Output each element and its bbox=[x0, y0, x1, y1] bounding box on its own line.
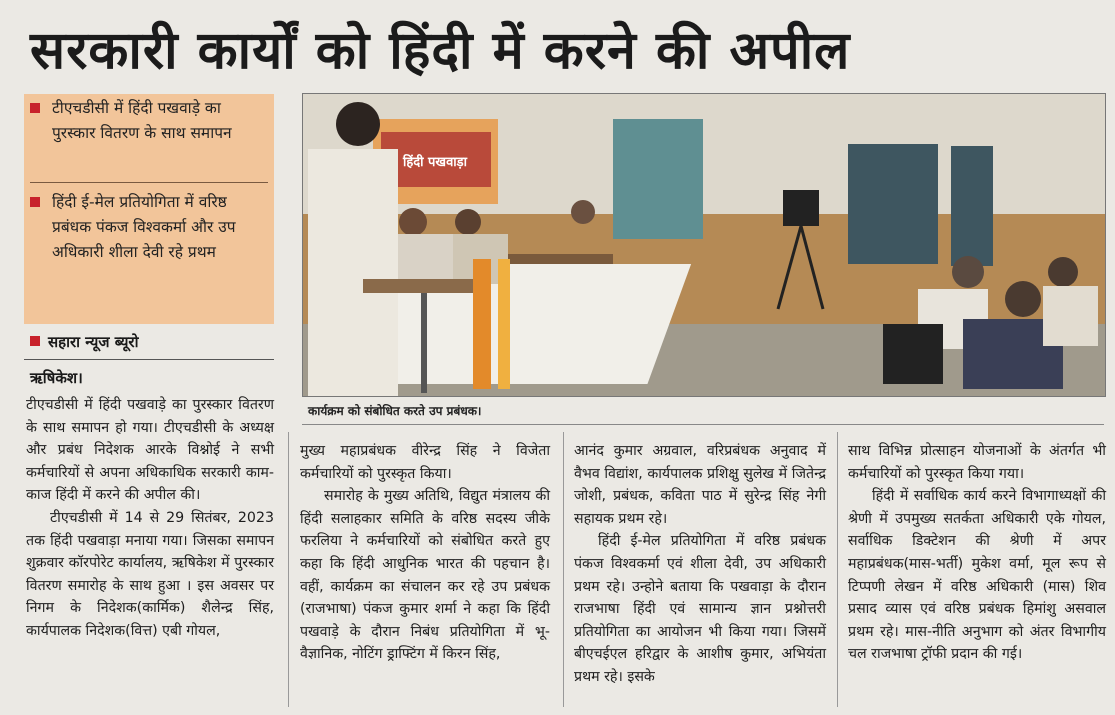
paragraph: टीएचडीसी में 14 से 29 सितंबर, 2023 तक हिंदी पखवाड़ा मनाया गया। जिसका समापन शुक्रवार कॉरपोरेट कार्यालय, ऋषिकेश में पुरस्कार वितरण समारोह के साथ हुआ । इस अवसर पर निगम के निदेशक(कार्मिक) शैलेन्द्र सिंह, कार्यपालक निदेशक(वित्त) एबी गोयल, bbox=[26, 509, 274, 639]
column-divider bbox=[563, 432, 564, 707]
paragraph: समारोह के मुख्य अतिथि, विद्युत मंत्रालय की हिंदी सलाहकार समिति के वरिष्ठ सदस्य जीके फरलिया ने कर्मचारियों को संबोधित करते हुए कहा कि हिंदी आधुनिक भारत की पहचान है। वहीं, कार्यक्रम का संचालन कर रहे उप प्रबंधक (राजभाषा) पंकज कुमार शर्मा ने कहा कि हिंदी पखवाड़े के दौरान निबंध प्रतियोगिता में भू-वैज्ञानिक, नोटिंग ड्राफ्टिंग में किरन सिंह, bbox=[300, 488, 550, 663]
highlight-text: हिंदी ई-मेल प्रतियोगिता में वरिष्ठ प्रबंधक पंकज विश्वकर्मा और उप अधिकारी शीला देवी रहे प्रथम bbox=[52, 193, 236, 261]
red-square-bullet-icon bbox=[30, 103, 40, 113]
banner-text: हिंदी पखवाड़ा bbox=[402, 155, 468, 170]
article-column-3 bbox=[574, 440, 826, 689]
caption-divider bbox=[302, 424, 1104, 425]
event-photo-illustration bbox=[303, 94, 1105, 396]
paragraph: हिंदी में सर्वाधिक कार्य करने विभागाध्यक्षों की श्रेणी में उपमुख्य सतर्कता अधिकारी एके गोयल, सर्वाधिक डिक्टेशन की श्रेणी में अपर महाप्रबंधक(मास-भर्ती) मुकेश वर्मा, मूल रूप से टिप्पणी लेखन में वरिष्ठ अधिकारी (मास) शिव प्रसाद व्यास एवं वरिष्ठ प्रबंधक हिमांशु असवाल प्रथम रहे। मास-नीति अनुभाग को अंतर विभागीय चल राजभाषा ट्रॉफी प्रदान की गई। bbox=[848, 488, 1106, 663]
event-photo bbox=[302, 93, 1106, 397]
paragraph: हिंदी ई-मेल प्रतियोगिता में वरिष्ठ प्रबंधक पंकज विश्वकर्मा एवं शीला देवी, उप अधिकारी प्रथम रहे। उन्होने बताया कि पखवाड़ा के दौरान राजभाषा हिंदी एवं सामान्य ज्ञान प्रश्नोत्तरी प्रतियोगिता का आयोजन भी किया गया। जिसमें बीएचईएल हरिद्वार के आशीष कुमार, अभियंता प्रथम रहे। इसके bbox=[574, 533, 826, 685]
highlight-item bbox=[30, 96, 262, 146]
red-square-bullet-icon bbox=[30, 197, 40, 207]
paragraph: मुख्य महाप्रबंधक वीरेन्द्र सिंह ने विजेता कर्मचारियों को पुरस्कृत किया। bbox=[300, 443, 550, 482]
byline-text: सहारा न्यूज ब्यूरो bbox=[48, 333, 139, 351]
article-column-4 bbox=[848, 440, 1106, 666]
photo-caption: कार्यक्रम को संबोधित करते उप प्रबंधक। bbox=[308, 404, 482, 418]
highlight-text: टीएचडीसी में हिंदी पखवाड़े का पुरस्कार वितरण के साथ समापन bbox=[52, 99, 232, 142]
article-column-1 bbox=[26, 394, 274, 643]
highlights-box bbox=[24, 94, 274, 324]
column-divider bbox=[837, 432, 838, 707]
paragraph: टीएचडीसी में हिंदी पखवाड़े का पुरस्कार वितरण के साथ समापन हो गया। टीएचडीसी के अध्यक्ष और प्रबंध निदेशक आरके विश्नोई ने सभी कर्मचारियों से अपना अधिकाधिक सरकारी काम-काज हिंदी में करने की अपील की। bbox=[26, 397, 274, 504]
highlight-divider bbox=[30, 182, 268, 183]
byline bbox=[30, 332, 138, 352]
headline: सरकारी कार्यों को हिंदी में करने की अपील bbox=[30, 21, 851, 81]
column-divider bbox=[288, 432, 289, 707]
paragraph: आनंद कुमार अग्रवाल, वरिप्रबंधक अनुवाद में वैभव विद्यांश, कार्यपालक प्रशिक्षु सुलेख में जितेन्द्र जोशी, प्रबंधक, कविता पाठ में सुरेन्द्र सिंह नेगी सहायक प्रथम रहे। bbox=[574, 443, 826, 527]
paragraph: साथ विभिन्न प्रोत्साहन योजनाओं के अंतर्गत भी कर्मचारियों को पुरस्कृत किया गया। bbox=[848, 443, 1106, 482]
highlight-item bbox=[30, 190, 262, 265]
dateline: ऋषिकेश। bbox=[30, 369, 83, 387]
article-column-2 bbox=[300, 440, 550, 666]
red-square-bullet-icon bbox=[30, 336, 40, 346]
byline-divider bbox=[24, 359, 274, 360]
